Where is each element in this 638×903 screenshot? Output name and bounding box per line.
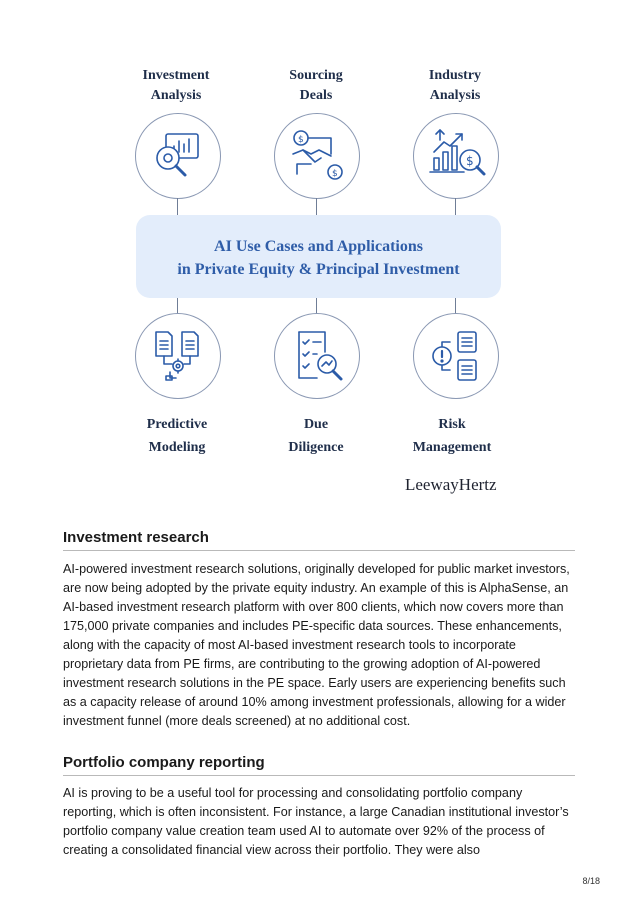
- connector-line: [177, 198, 178, 215]
- section-heading-portfolio-reporting: Portfolio company reporting: [63, 754, 575, 776]
- connector-line: [316, 198, 317, 215]
- investment-analysis-node: [135, 113, 221, 199]
- svg-text:$: $: [466, 154, 474, 168]
- connector-line: [177, 298, 178, 314]
- growth-chart-dollar-icon: [414, 114, 498, 198]
- svg-text:$: $: [332, 169, 338, 179]
- warning-documents-icon: [414, 314, 498, 398]
- documents-gear-icon: [136, 314, 220, 398]
- section-body-portfolio-reporting: AI is proving to be a useful tool for processing and consolidating portfolio company reporting, which is often inconsistent. For instance, a large Canadian institutional investor’s portfolio company value creation team used AI to automate over 92% of the process of creating a consolidated financial view across their portfolio. They were also: [63, 786, 569, 857]
- use-case-label-predictive-modeling: Predictive Modeling: [146, 417, 208, 455]
- section-body-investment-research: AI-powered investment research solutions, originally developed for public market investors, are now being adopted by the private equity industry. An example of this is AlphaSense, an AI-based investment research platform with over 800 clients, which now covers more than 175,000 private companies and includes PE-specific data sources. These enhancements, along with the capacity of most AI-based investment research tools to incorporate proprietary data from PE firms, are contributing to the growing adoption of AI-powered investment research solutions in the PE space. Early users are experiencing benefits such as a capacity release of around 10% among investment professionals, allowing for a wider investment funnel (more deals screened) at no additional cost.: [63, 562, 570, 728]
- section-heading-investment-research: Investment research: [63, 529, 575, 551]
- use-case-label-due-diligence: Due Diligence: [288, 417, 344, 455]
- connector-line: [455, 198, 456, 215]
- industry-analysis-node: [413, 113, 499, 199]
- page-number: 8/18: [582, 876, 600, 886]
- use-case-label-industry-analysis: Industry Analysis: [428, 68, 482, 103]
- use-case-label-risk-management: Risk Management: [412, 417, 492, 455]
- checklist-magnifier-icon: [275, 314, 359, 398]
- use-case-label-sourcing-deals: Sourcing Deals: [289, 68, 343, 103]
- due-diligence-node: [274, 313, 360, 399]
- handshake-dollar-icon: [275, 114, 359, 198]
- use-case-label-investment-analysis: Investment Analysis: [142, 68, 210, 103]
- diagram-center-title: AI Use Cases and Applications in Private Equity & Principal Investment: [136, 215, 501, 298]
- connector-line: [455, 298, 456, 314]
- connector-line: [316, 298, 317, 314]
- risk-management-node: [413, 313, 499, 399]
- magnifier-chart-icon: [136, 114, 220, 198]
- sourcing-deals-node: [274, 113, 360, 199]
- predictive-modeling-node: [135, 313, 221, 399]
- svg-text:$: $: [298, 135, 304, 145]
- brand-logo: LeewayHertz: [405, 475, 497, 494]
